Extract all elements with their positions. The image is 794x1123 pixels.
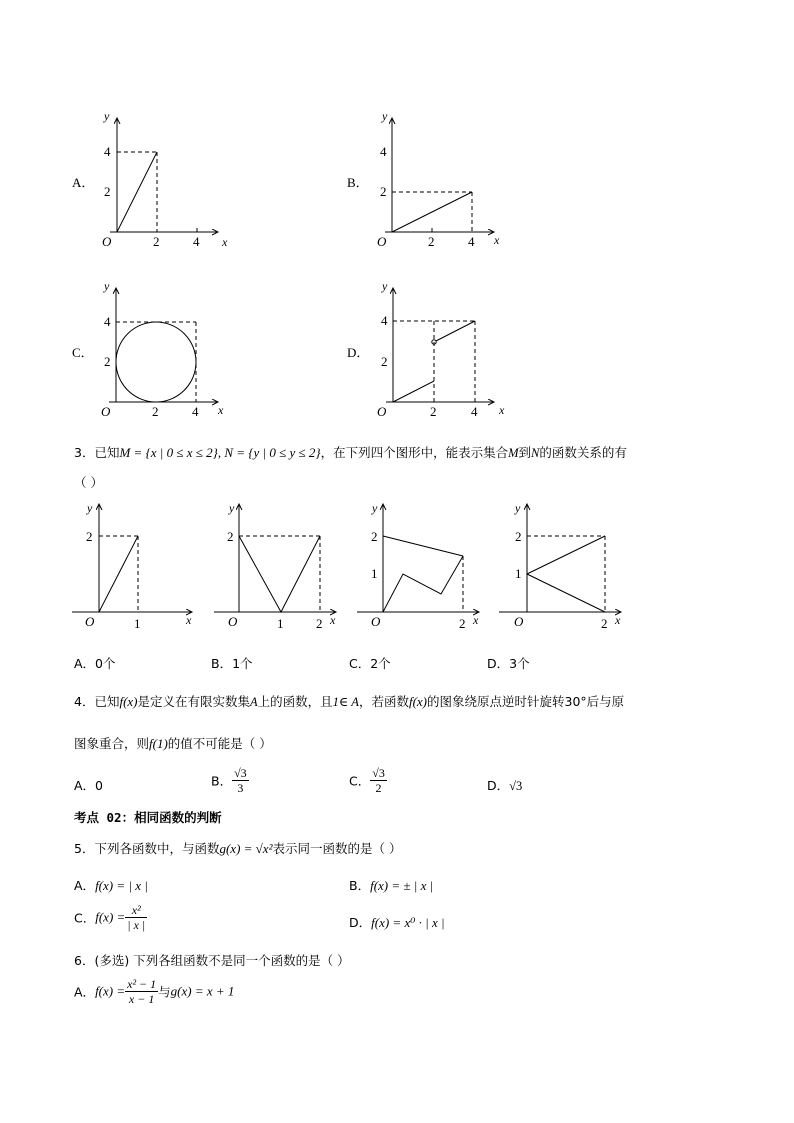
svg-text:O: O <box>377 404 387 419</box>
graph-a <box>90 110 240 250</box>
q4-line1: 4．已知f(x)是定义在有限实数集A上的函数，且1∈ A，若函数f(x)的图象绕原点逆时针旋转30°后与原 <box>74 694 625 709</box>
svg-text:O: O <box>514 614 524 629</box>
tick-y: 2 <box>104 184 111 199</box>
svg-text:x: x <box>499 403 505 417</box>
q6-text: 6．(多选) 下列各组函数不是同一个函数的是（ ） <box>74 953 350 968</box>
svg-text:2: 2 <box>381 354 388 369</box>
q5-option-d: D．f(x) = x⁰ · | x | <box>349 915 445 930</box>
origin-label: O <box>102 234 112 249</box>
svg-text:x: x <box>494 233 500 247</box>
q3-graph-2 <box>210 498 350 633</box>
q5-option-c: C．f(x) = $\frac{\text{x²}}{| x |}$ <box>74 903 146 932</box>
svg-text:y: y <box>229 501 235 515</box>
svg-text:2: 2 <box>601 616 608 631</box>
svg-text:2: 2 <box>316 616 323 631</box>
q3-graph-1 <box>68 498 208 633</box>
q3-option-c: C．2个 <box>349 656 391 671</box>
svg-text:1: 1 <box>515 566 522 581</box>
option-b-label: B． <box>347 175 369 190</box>
svg-text:y: y <box>372 501 378 515</box>
q4-option-b: B． $\frac{√3}{3}$ <box>211 766 247 795</box>
svg-text:2: 2 <box>515 529 522 544</box>
svg-text:4: 4 <box>380 144 387 159</box>
svg-text:x: x <box>330 613 336 627</box>
q3-option-b: B．1个 <box>211 656 253 671</box>
x-label: x <box>222 235 228 249</box>
svg-text:2: 2 <box>430 404 437 419</box>
svg-text:2: 2 <box>104 354 111 369</box>
svg-text:x: x <box>186 613 192 627</box>
tick-y: 4 <box>104 144 111 159</box>
graph-c <box>90 280 240 420</box>
svg-text:1: 1 <box>277 616 284 631</box>
q4-option-c: C． $\frac{√3}{2}$ <box>349 766 385 795</box>
svg-text:O: O <box>85 614 95 629</box>
q5-option-b: B．f(x) = ± | x | <box>349 878 434 893</box>
svg-text:4: 4 <box>192 404 199 419</box>
svg-text:O: O <box>377 234 387 249</box>
tick-x: 2 <box>153 234 160 249</box>
svg-text:y: y <box>87 501 93 515</box>
tick-x: 4 <box>193 234 200 249</box>
svg-text:4: 4 <box>471 404 478 419</box>
option-a-label: A． <box>72 175 95 190</box>
option-d-label: D． <box>347 345 370 360</box>
svg-text:y: y <box>515 501 521 515</box>
svg-text:O: O <box>101 404 111 419</box>
svg-text:x: x <box>615 613 621 627</box>
q3-option-a: A．0个 <box>74 656 116 671</box>
graph-b <box>364 110 514 250</box>
q3-graph-3 <box>353 498 493 633</box>
svg-text:2: 2 <box>152 404 159 419</box>
q3-graph-4 <box>495 498 635 633</box>
q4-option-d: D．√3 <box>487 778 523 793</box>
svg-text:1: 1 <box>134 616 141 631</box>
svg-text:2: 2 <box>86 529 93 544</box>
q5-option-a: A．f(x) = | x | <box>74 878 148 893</box>
svg-text:2: 2 <box>459 616 466 631</box>
q3-option-d: D．3个 <box>487 656 530 671</box>
svg-text:x: x <box>473 613 479 627</box>
svg-text:2: 2 <box>371 529 378 544</box>
q3-text: 3．已知M = {x | 0 ≤ x ≤ 2}, N = {y | 0 ≤ y ≤ 2}，在下列四个图形中，能表示集合M到N的函数关系的有 <box>74 445 627 460</box>
svg-text:2: 2 <box>380 184 387 199</box>
svg-text:y: y <box>104 280 110 293</box>
svg-text:4: 4 <box>381 313 388 328</box>
svg-text:y: y <box>382 110 388 123</box>
q4-line2: 图象重合，则f(1)的值不可能是（ ） <box>74 736 272 751</box>
section-heading: 考点 02：相同函数的判断 <box>74 810 222 825</box>
svg-text:1: 1 <box>371 566 378 581</box>
svg-text:O: O <box>228 614 238 629</box>
graph-d <box>364 280 514 420</box>
svg-text:2: 2 <box>428 234 435 249</box>
y-label: y <box>104 110 110 123</box>
svg-text:4: 4 <box>104 314 111 329</box>
option-c-label: C． <box>72 345 94 360</box>
q6-option-a: A．f(x) = $\frac{\text{x² − 1}}{x - 1}$ 与g(x) = x + 1 <box>74 977 235 1006</box>
svg-text:2: 2 <box>227 529 234 544</box>
svg-text:x: x <box>218 403 224 417</box>
svg-text:O: O <box>371 614 381 629</box>
svg-text:y: y <box>382 280 388 293</box>
q4-option-a: A．0 <box>74 778 104 793</box>
svg-text:4: 4 <box>468 234 475 249</box>
q5-text: 5．下列各函数中，与函数g(x) = √x²表示同一函数的是（ ） <box>74 841 402 856</box>
q3-paren: （ ） <box>74 475 103 490</box>
